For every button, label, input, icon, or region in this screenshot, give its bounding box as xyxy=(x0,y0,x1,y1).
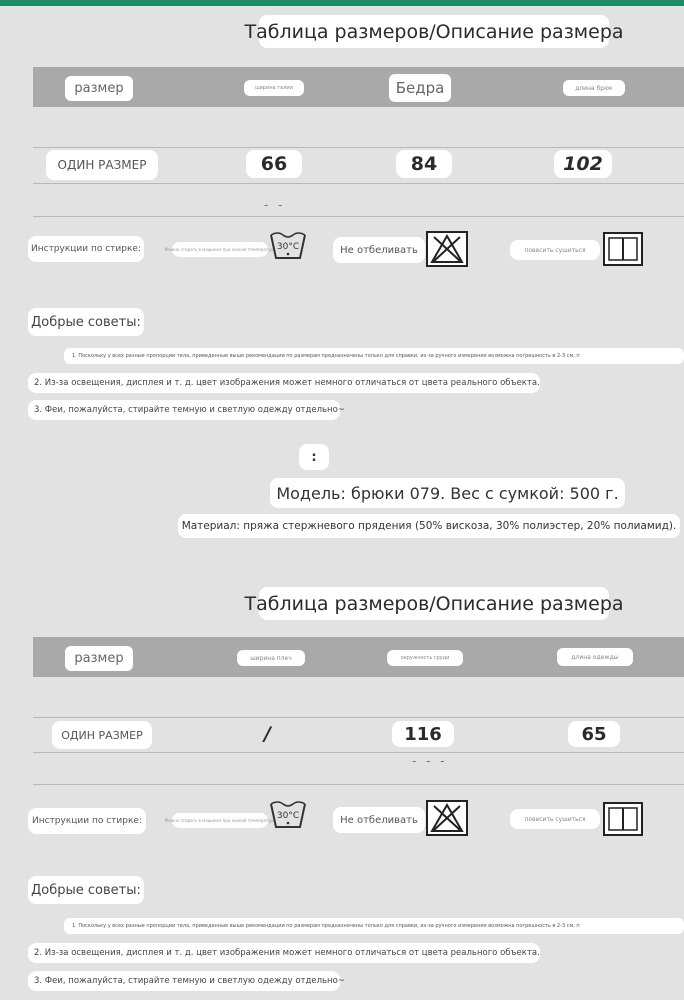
section-2-tips-title: Добрые советы: xyxy=(28,876,144,904)
section-2-extra-dashes: - - - xyxy=(412,754,448,768)
section-2-tip-2: 2. Из-за освещения, дисплея и т. д. цвет изображения может немного отличаться от цвета реального объекта. xyxy=(28,943,540,963)
wash-30-icon xyxy=(268,227,308,263)
section-1-waist-value: 66 xyxy=(246,150,302,178)
section-1-title: Таблица размеров/Описание размера xyxy=(259,15,609,48)
section-1-length-value: 102 xyxy=(554,150,612,178)
section-1-no-bleach-label: Не отбеливать xyxy=(333,237,425,263)
section-2-title: Таблица размеров/Описание размера xyxy=(259,587,609,620)
section-2-tip-3: 3. Феи, пожалуйста, стирайте темную и светлую одежду отдельно~ xyxy=(28,971,340,991)
hang-dry-icon xyxy=(603,802,643,836)
section-1-tip-1: 1. Поскольку у всех разные пропорции тела, приведенные выше рекомендации по размерам предназначены только для справки, из-за ручного измерения возможна погрешность в 2-3 см, п xyxy=(64,348,684,364)
section-1-hang-dry-label: повесить сушиться xyxy=(510,240,600,260)
section-1-hips-value: 84 xyxy=(396,150,452,178)
wash-30-icon xyxy=(268,796,308,832)
section-2-wash-note: Можно стирать в машинке при низкой температуре xyxy=(172,813,268,828)
section-1-size-cell: ОДИН РАЗМЕР xyxy=(46,150,158,180)
section-2-no-bleach-label: Не отбеливать xyxy=(333,807,425,833)
no-bleach-icon xyxy=(426,231,468,267)
section-1-wash-label: Инструкции по стирке: xyxy=(28,236,144,262)
section-1-header-hips: Бедра xyxy=(389,74,451,102)
section-2-tip-1: 1. Поскольку у всех разные пропорции тела, приведенные выше рекомендации по размерам предназначены только для справки, из-за ручного измерения возможна погрешность в 2-3 см, п xyxy=(64,918,684,934)
section-1-header-length: длина брюк xyxy=(563,80,625,96)
top-accent-bar xyxy=(0,0,684,6)
section-2-size-cell: ОДИН РАЗМЕР xyxy=(52,721,152,749)
section-2-divider-3 xyxy=(33,784,684,785)
section-1-tip-2: 2. Из-за освещения, дисплея и т. д. цвет изображения может немного отличаться от цвета реального объекта. xyxy=(28,373,540,393)
section-2-chest-value: 116 xyxy=(392,721,454,747)
section-2-row-top-divider xyxy=(33,717,684,718)
section-2-row-bottom-divider xyxy=(33,752,684,753)
section-1-tip-3: 3. Феи, пожалуйста, стирайте темную и светлую одежду отдельно~ xyxy=(28,400,340,420)
section-2-wash-label: Инструкции по стирке: xyxy=(28,808,146,834)
section-1-tips-title: Добрые советы: xyxy=(28,308,144,336)
section-1-row-top-divider xyxy=(33,147,684,148)
svg-text:30°C: 30°C xyxy=(276,242,300,252)
section-2-shoulders-value: / xyxy=(264,723,271,745)
section-2-hang-dry-label: повесить сушиться xyxy=(510,809,600,829)
material-info: Материал: пряжа стержневого прядения (50% вискоза, 30% полиэстер, 20% полиамид). xyxy=(178,514,680,538)
section-2-length-value: 65 xyxy=(568,721,620,747)
section-2-header-length: длина одежды xyxy=(557,648,633,666)
no-bleach-icon xyxy=(426,800,468,836)
section-2-header-chest: окружность груди xyxy=(387,650,463,666)
separator-chip: : xyxy=(299,444,329,470)
section-1-extra-dashes: - - xyxy=(264,198,286,212)
hang-dry-icon xyxy=(603,232,643,266)
section-1-divider-3 xyxy=(33,216,684,217)
section-1-header-size: размер xyxy=(65,76,133,101)
section-1-header-waist: ширина талии xyxy=(244,80,304,96)
model-info: Модель: брюки 079. Вес с сумкой: 500 г. xyxy=(270,478,625,508)
section-2-header-shoulders: ширина плеч xyxy=(237,650,305,666)
section-2-header-size: размер xyxy=(65,646,133,671)
svg-text:30°C: 30°C xyxy=(276,811,300,821)
section-1-row-bottom-divider xyxy=(33,183,684,184)
section-1-wash-note: Можно стирать в машинке при низкой температуре xyxy=(172,242,268,257)
